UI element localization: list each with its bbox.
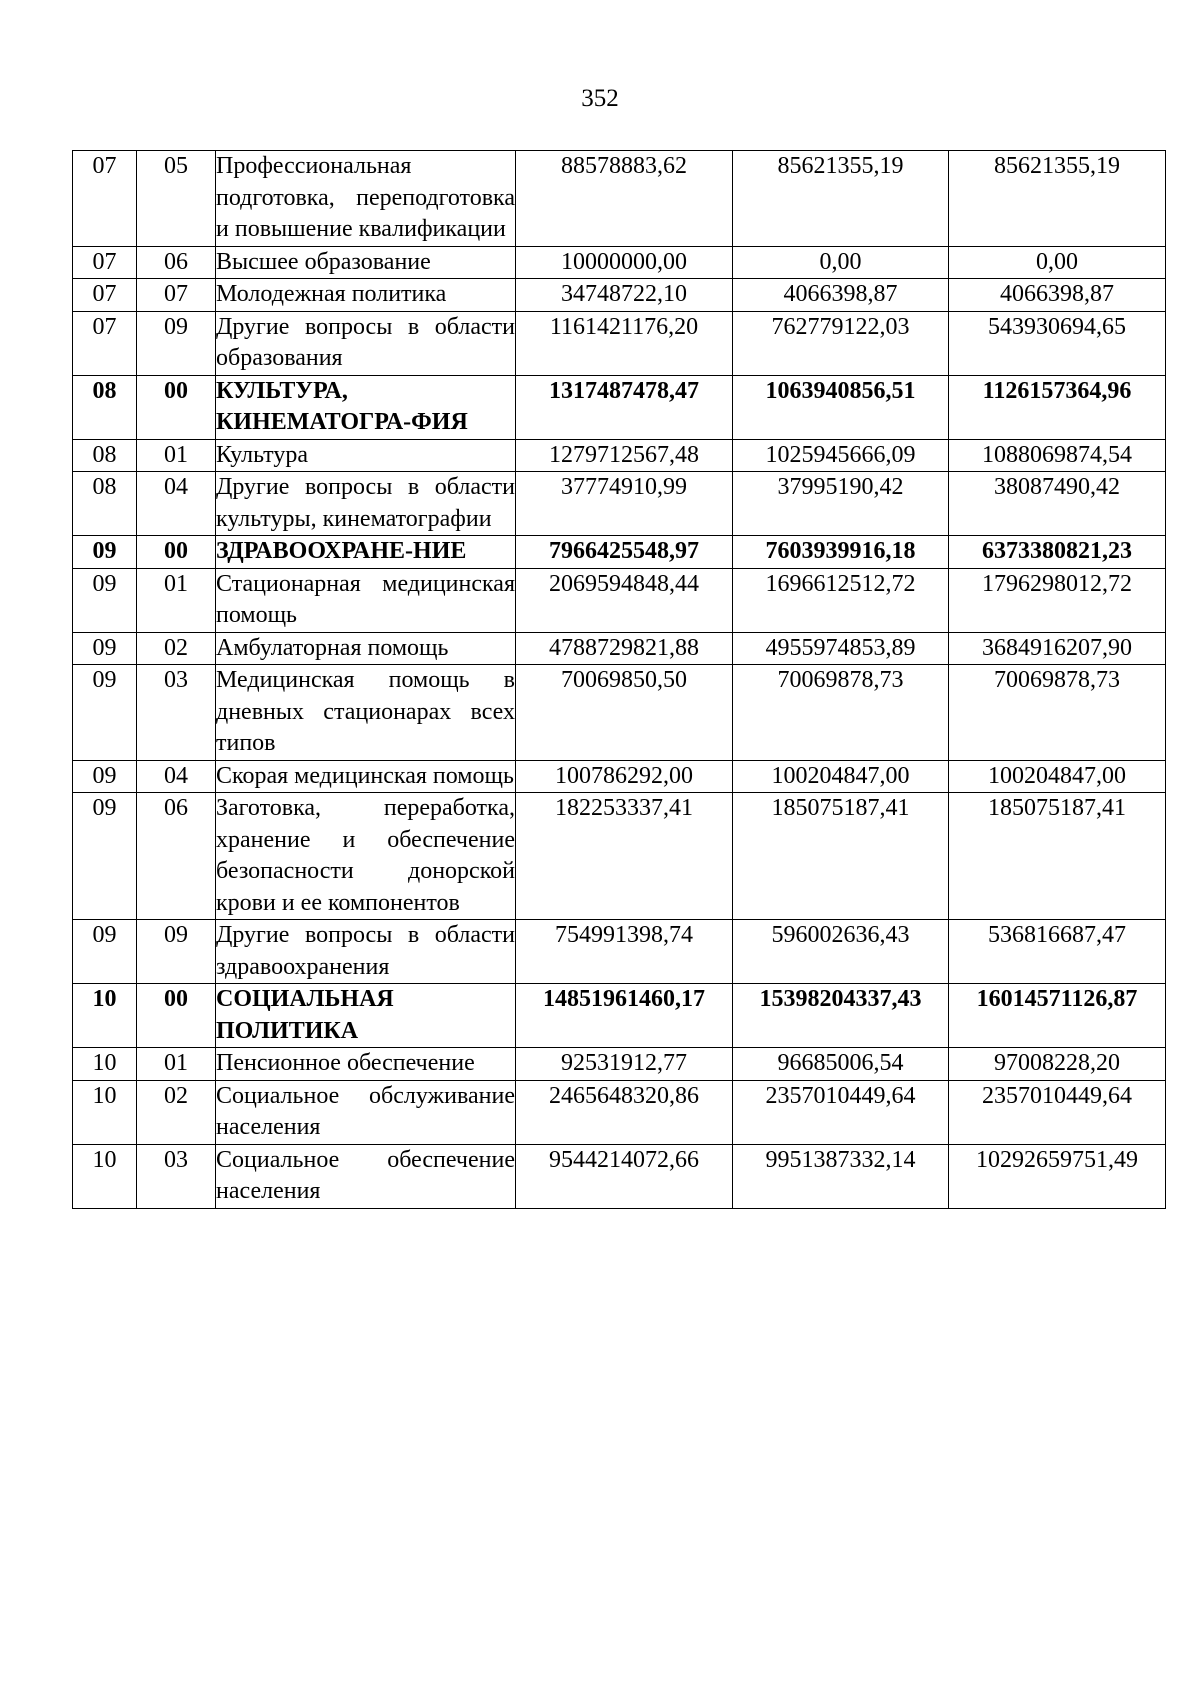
- item-name: Культура: [216, 439, 516, 472]
- section-code: 09: [73, 920, 137, 984]
- amount-1: 14851961460,17: [516, 984, 733, 1048]
- subsection-code: 04: [137, 472, 216, 536]
- item-name: ЗДРАВООХРАНЕ-НИЕ: [216, 536, 516, 569]
- item-name: Социальное обслуживание населения: [216, 1080, 516, 1144]
- section-code: 10: [73, 1144, 137, 1208]
- subsection-code: 09: [137, 920, 216, 984]
- item-name: Профессиональная подготовка, переподготовка и повышение квалификации: [216, 151, 516, 247]
- amount-2: 1696612512,72: [733, 568, 949, 632]
- amount-2: 4955974853,89: [733, 632, 949, 665]
- amount-3: 2357010449,64: [949, 1080, 1166, 1144]
- amount-3: 1088069874,54: [949, 439, 1166, 472]
- table-row: [73, 920, 1166, 984]
- item-name: Социальное обеспечение населения: [216, 1144, 516, 1208]
- amount-3: 1796298012,72: [949, 568, 1166, 632]
- amount-3: 3684916207,90: [949, 632, 1166, 665]
- amount-2: 4066398,87: [733, 279, 949, 312]
- amount-2: 85621355,19: [733, 151, 949, 247]
- item-name: Другие вопросы в области образования: [216, 311, 516, 375]
- item-name: Другие вопросы в области культуры, кинематографии: [216, 472, 516, 536]
- subsection-code: 02: [137, 632, 216, 665]
- section-code: 07: [73, 151, 137, 247]
- amount-2: 7603939916,18: [733, 536, 949, 569]
- amount-1: 1317487478,47: [516, 375, 733, 439]
- amount-1: 100786292,00: [516, 760, 733, 793]
- table-row: [73, 1048, 1166, 1081]
- table-row: [73, 311, 1166, 375]
- section-code: 09: [73, 536, 137, 569]
- subsection-code: 00: [137, 984, 216, 1048]
- item-name: Амбулаторная помощь: [216, 632, 516, 665]
- amount-3: 10292659751,49: [949, 1144, 1166, 1208]
- section-code: 10: [73, 1080, 137, 1144]
- section-code: 07: [73, 311, 137, 375]
- amount-2: 762779122,03: [733, 311, 949, 375]
- table-row: [73, 151, 1166, 247]
- amount-1: 182253337,41: [516, 793, 733, 920]
- amount-2: 185075187,41: [733, 793, 949, 920]
- page-number: 352: [581, 85, 619, 112]
- amount-3: 543930694,65: [949, 311, 1166, 375]
- amount-1: 37774910,99: [516, 472, 733, 536]
- table-row: [73, 793, 1166, 920]
- table-row: [73, 760, 1166, 793]
- amount-2: 1063940856,51: [733, 375, 949, 439]
- subsection-code: 01: [137, 568, 216, 632]
- section-code: 08: [73, 472, 137, 536]
- item-name: СОЦИАЛЬНАЯ ПОЛИТИКА: [216, 984, 516, 1048]
- amount-1: 92531912,77: [516, 1048, 733, 1081]
- amount-1: 88578883,62: [516, 151, 733, 247]
- subsection-code: 05: [137, 151, 216, 247]
- section-code: 08: [73, 375, 137, 439]
- amount-3: 185075187,41: [949, 793, 1166, 920]
- amount-1: 2465648320,86: [516, 1080, 733, 1144]
- table-row-section: [73, 984, 1166, 1048]
- table-row-section: [73, 536, 1166, 569]
- section-code: 07: [73, 246, 137, 279]
- amount-3: 536816687,47: [949, 920, 1166, 984]
- section-code: 10: [73, 984, 137, 1048]
- amount-1: 10000000,00: [516, 246, 733, 279]
- table-row: [73, 246, 1166, 279]
- amount-1: 34748722,10: [516, 279, 733, 312]
- item-name: Высшее образование: [216, 246, 516, 279]
- amount-1: 1279712567,48: [516, 439, 733, 472]
- amount-3: 70069878,73: [949, 665, 1166, 761]
- amount-2: 596002636,43: [733, 920, 949, 984]
- amount-3: 85621355,19: [949, 151, 1166, 247]
- budget-table: [72, 150, 1166, 1209]
- amount-2: 37995190,42: [733, 472, 949, 536]
- subsection-code: 02: [137, 1080, 216, 1144]
- table-row: [73, 472, 1166, 536]
- subsection-code: 01: [137, 1048, 216, 1081]
- table-row: [73, 1144, 1166, 1208]
- amount-2: 1025945666,09: [733, 439, 949, 472]
- table-row: [73, 279, 1166, 312]
- amount-1: 7966425548,97: [516, 536, 733, 569]
- subsection-code: 03: [137, 665, 216, 761]
- subsection-code: 06: [137, 793, 216, 920]
- amount-1: 2069594848,44: [516, 568, 733, 632]
- amount-3: 38087490,42: [949, 472, 1166, 536]
- amount-1: 4788729821,88: [516, 632, 733, 665]
- item-name: Пенсионное обеспечение: [216, 1048, 516, 1081]
- amount-3: 4066398,87: [949, 279, 1166, 312]
- amount-3: 1126157364,96: [949, 375, 1166, 439]
- amount-3: 100204847,00: [949, 760, 1166, 793]
- table-row: [73, 439, 1166, 472]
- amount-3: 6373380821,23: [949, 536, 1166, 569]
- item-name: Другие вопросы в области здравоохранения: [216, 920, 516, 984]
- section-code: 08: [73, 439, 137, 472]
- amount-2: 100204847,00: [733, 760, 949, 793]
- table-row-section: [73, 375, 1166, 439]
- subsection-code: 00: [137, 536, 216, 569]
- subsection-code: 06: [137, 246, 216, 279]
- section-code: 10: [73, 1048, 137, 1081]
- subsection-code: 04: [137, 760, 216, 793]
- item-name: Стационарная медицинская помощь: [216, 568, 516, 632]
- section-code: 09: [73, 760, 137, 793]
- amount-2: 70069878,73: [733, 665, 949, 761]
- budget-table-body: [73, 151, 1166, 1209]
- item-name: Медицинская помощь в дневных стационарах всех типов: [216, 665, 516, 761]
- amount-3: 16014571126,87: [949, 984, 1166, 1048]
- section-code: 07: [73, 279, 137, 312]
- amount-1: 9544214072,66: [516, 1144, 733, 1208]
- amount-2: 2357010449,64: [733, 1080, 949, 1144]
- table-row: [73, 1080, 1166, 1144]
- amount-3: 97008228,20: [949, 1048, 1166, 1081]
- table-row: [73, 632, 1166, 665]
- item-name: Молодежная политика: [216, 279, 516, 312]
- amount-3: 0,00: [949, 246, 1166, 279]
- amount-2: 0,00: [733, 246, 949, 279]
- subsection-code: 01: [137, 439, 216, 472]
- amount-1: 1161421176,20: [516, 311, 733, 375]
- subsection-code: 00: [137, 375, 216, 439]
- subsection-code: 07: [137, 279, 216, 312]
- table-row: [73, 568, 1166, 632]
- amount-1: 754991398,74: [516, 920, 733, 984]
- amount-2: 15398204337,43: [733, 984, 949, 1048]
- amount-2: 96685006,54: [733, 1048, 949, 1081]
- section-code: 09: [73, 665, 137, 761]
- item-name: Заготовка, переработка, хранение и обеспечение безопасности донорской крови и ее компонентов: [216, 793, 516, 920]
- subsection-code: 03: [137, 1144, 216, 1208]
- amount-1: 70069850,50: [516, 665, 733, 761]
- section-code: 09: [73, 632, 137, 665]
- section-code: 09: [73, 568, 137, 632]
- section-code: 09: [73, 793, 137, 920]
- amount-2: 9951387332,14: [733, 1144, 949, 1208]
- table-row: [73, 665, 1166, 761]
- item-name: КУЛЬТУРА, КИНЕМАТОГРА-ФИЯ: [216, 375, 516, 439]
- item-name: Скорая медицинская помощь: [216, 760, 516, 793]
- subsection-code: 09: [137, 311, 216, 375]
